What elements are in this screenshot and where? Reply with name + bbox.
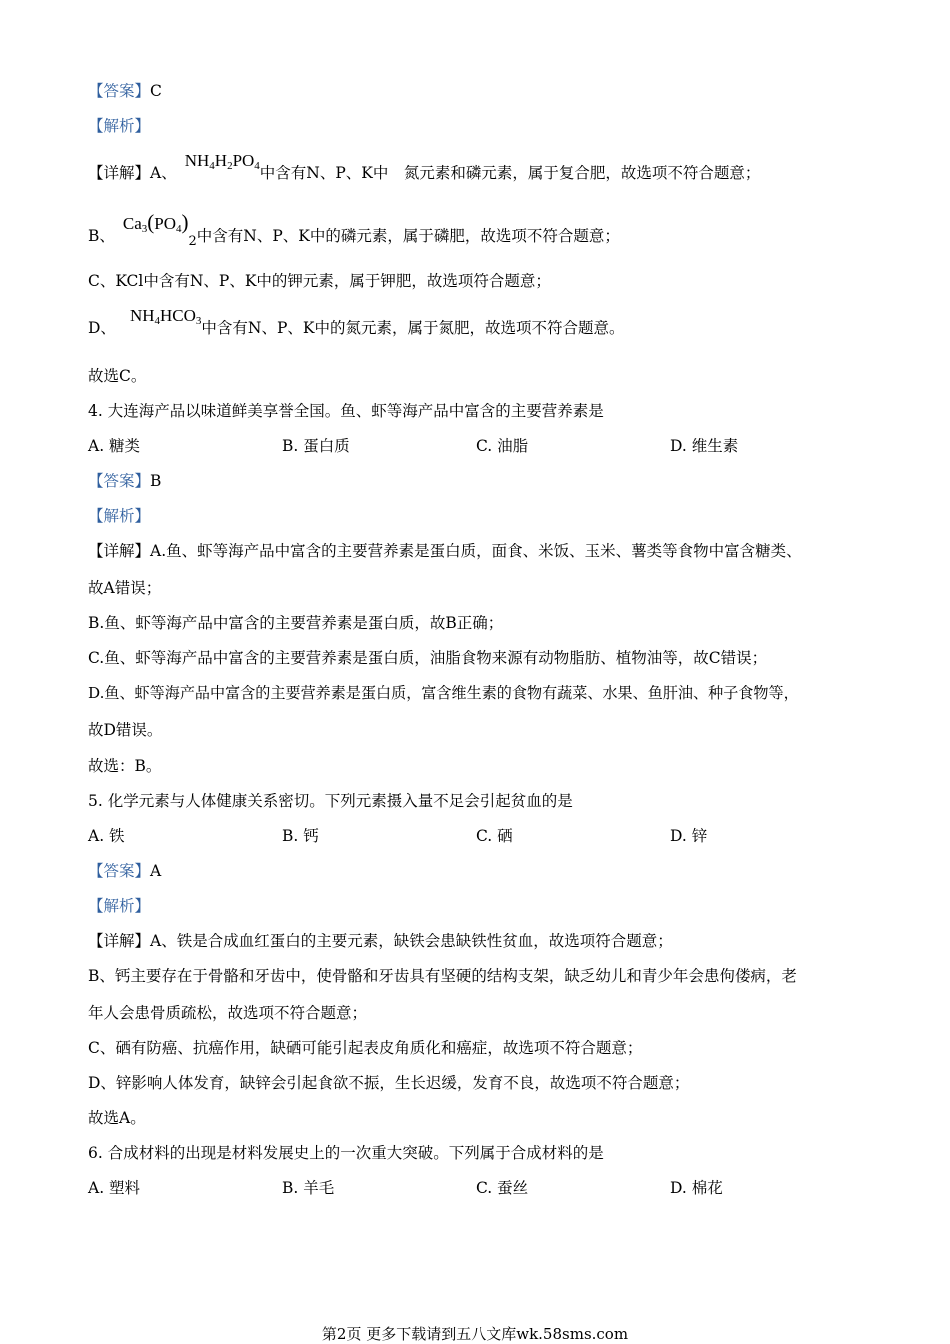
question-stem: 4. 大连海产品以味道鲜美享誉全国。鱼、虾等海产品中富含的主要营养素是 (88, 402, 604, 420)
conclusion: 故选：B。 (88, 757, 162, 775)
option-a: A. 铁 (88, 827, 125, 845)
option-c: C. 硒 (476, 827, 513, 845)
detail-b-line (88, 210, 620, 252)
question-stem: 6. 合成材料的出现是材料发展史上的一次重大突破。下列属于合成材料的是 (88, 1144, 604, 1162)
answer-line (88, 81, 162, 101)
detail-a-prefix: A、 (150, 164, 177, 182)
answer-value: B (150, 472, 162, 490)
option-d: D. 维生素 (670, 437, 739, 455)
page-footer: 第2页 更多下载请到五八文库wk.58sms.com (321, 1325, 629, 1343)
detail-b-text: 中含有N、P、K中的磷元素，属于磷肥，故选项不符合题意； (196, 227, 620, 245)
option-c: C. 蚕丝 (476, 1179, 529, 1197)
detail-line: D、锌影响人体发育，缺锌会引起食欲不振，生长迟缓，发育不良，故选项不符合题意； (88, 1074, 690, 1092)
analysis-tag: 【解析】 (88, 117, 151, 135)
detail-line: C.鱼、虾等海产品中富含的主要营养素是蛋白质，油脂食物来源有动物脂肪、植物油等，故C错误； (88, 649, 768, 667)
option-d: D. 棉花 (670, 1179, 723, 1197)
detail-line: 故D错误。 (88, 721, 163, 739)
conclusion: 故选C。 (88, 367, 147, 385)
answer-tag: 【答案】 (88, 862, 151, 880)
detail-b-prefix: B、 (88, 227, 115, 245)
detail-line: D.鱼、虾等海产品中富含的主要营养素是蛋白质，富含维生素的食物有蔬菜、水果、鱼肝油、种子食物等， (88, 684, 799, 702)
detail-line: C、硒有防癌、抗癌作用，缺硒可能引起表皮角质化和癌症，故选项不符合题意； (88, 1039, 643, 1057)
option-b: B. 钙 (282, 827, 319, 845)
detail-line: B.鱼、虾等海产品中富含的主要营养素是蛋白质，故B正确； (88, 614, 504, 632)
analysis-tag: 【解析】 (88, 897, 151, 915)
answer-tag: 【答案】 (88, 82, 151, 100)
formula-ca3po42-sub: 2 (188, 234, 197, 250)
formula-nh4hco3: $NH_4HCO_3$ (129, 306, 202, 327)
detail-d-line (88, 306, 625, 343)
detail-tag: 【详解】 (88, 542, 151, 560)
detail-c-line: C、KCl中含有N、P、K中的钾元素，属于钾肥，故选项符合题意； (88, 272, 551, 290)
conclusion: 故选A。 (88, 1109, 146, 1127)
formula-ca3po42: $Ca_3(PO_4)$ (122, 210, 189, 235)
question-stem: 5. 化学元素与人体健康关系密切。下列元素摄入量不足会引起贫血的是 (88, 792, 573, 810)
analysis-tag: 【解析】 (88, 507, 151, 525)
detail-line: 故A错误； (88, 579, 162, 597)
detail-line: 【详解】A、铁是合成血红蛋白的主要元素，缺铁会患缺铁性贫血，故选项符合题意； (88, 932, 673, 950)
answer-line (88, 861, 161, 881)
answer-value: C (150, 82, 162, 100)
detail-line: B、钙主要存在于骨骼和牙齿中，使骨骼和牙齿具有坚硬的结构支架，缺乏幼儿和青少年会患佝偻病，老 (88, 967, 797, 985)
formula-nh4h2po4: $NH_4H_2PO_4$ (184, 151, 260, 172)
detail-line: 【详解】A.鱼、虾等海产品中富含的主要营养素是蛋白质，面食、米饭、玉米、薯类等食物中富含糖类、 (88, 542, 802, 560)
detail-d-prefix: D、 (88, 319, 116, 337)
answer-tag: 【答案】 (88, 472, 151, 490)
detail-line: 年人会患骨质疏松，故选项不符合题意； (88, 1004, 368, 1022)
option-d: D. 锌 (670, 827, 708, 845)
option-a: A. 糖类 (88, 437, 141, 455)
detail-tag: 【详解】 (88, 932, 151, 950)
option-b: B. 蛋白质 (282, 437, 350, 455)
answer-value: A (150, 862, 162, 880)
detail-d-text: 中含有N、P、K中的氮元素，属于氮肥，故选项不符合题意。 (201, 319, 625, 337)
option-c: C. 油脂 (476, 437, 529, 455)
detail-a-line (88, 151, 761, 188)
detail-tag: 【详解】 (88, 164, 151, 182)
detail-a-text: 中含有N、P、K中 氮元素和磷元素，属于复合肥，故选项不符合题意； (259, 164, 761, 182)
option-b: B. 羊毛 (282, 1179, 335, 1197)
answer-line (88, 471, 161, 491)
option-a: A. 塑料 (88, 1179, 141, 1197)
